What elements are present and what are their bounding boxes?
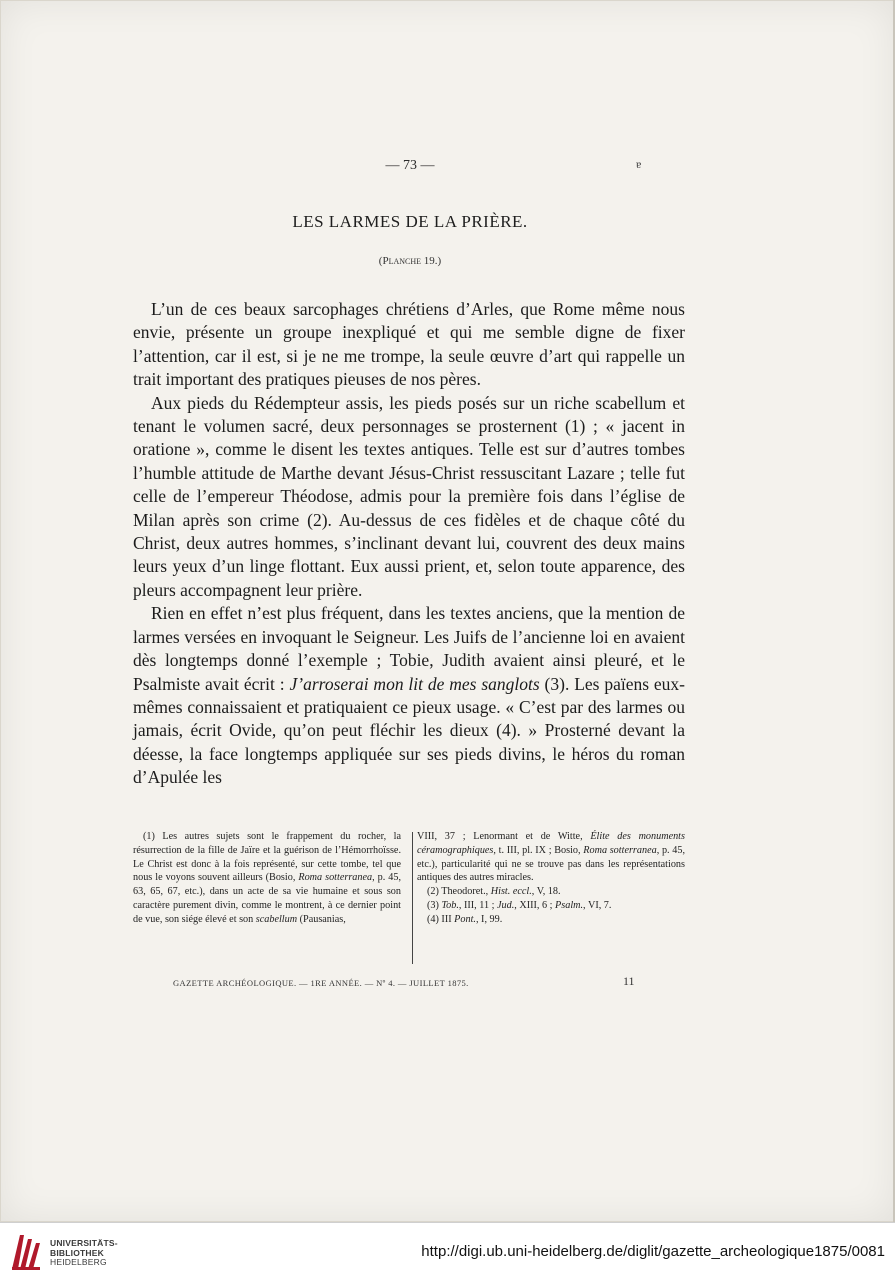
footnote-italic: Roma sotterranea [298, 872, 373, 884]
footnote-text: , p. 45, 63, 65, 67, etc.), dans un acte de sa vie humaine et sous son caractère purement divin, comme le montrent, à ce dernier point de vue, son siége élevé et son [133, 872, 401, 925]
paragraph [133, 602, 685, 789]
article-title: LES LARMES DE LA PRIÈRE. [292, 212, 528, 231]
library-name-line: HEIDELBERG [50, 1257, 107, 1267]
footnote-italic: Jud. [497, 899, 515, 911]
article-body [133, 298, 685, 790]
footnotes-right-column [417, 830, 685, 968]
footnote-text: , V, 18. [531, 886, 561, 898]
footnote-text: , VI, 7. [583, 899, 612, 911]
footnote-text: , p. 45, etc.), particularité qui ne se trouve pas dans les représentations antiques des autres miracles. [417, 844, 686, 884]
library-name-line: BIBLIOTHEK [50, 1247, 104, 1258]
footnote-2 [417, 885, 685, 899]
footnotes [133, 830, 685, 968]
paragraph-text: (3). Les païens eux-mêmes connaissaient et pratiquaient ce pieux usage. « C’est par des larmes ou jamais, écrit Ovide, qu’on peut fléchir les dieux (4). » Prosterné devant la déesse, la face longtemps appliquée sur ses pieds divins, le héros du roman d’Apulée les [133, 673, 685, 788]
paragraph: L’un de ces beaux sarcophages chrétiens d’Arles, que Rome même nous envie, présente un groupe inexpliqué et qui me semble digne de fixer l’attention, car il est, si je ne me trompe, la seule œuvre d’art qui rappelle un trait important des pratiques pieuses de nos pères. [133, 299, 685, 390]
quotation: J’arroserai mon lit de mes sanglots [289, 673, 540, 694]
footnote-italic: Tob. [441, 899, 459, 911]
footnote-1 [133, 830, 401, 927]
viewer-footer-bar [0, 1222, 895, 1281]
footnote-4 [417, 913, 685, 927]
footnote-text: , III, 11 ; [458, 899, 498, 911]
footnote-italic: Pont. [454, 913, 476, 925]
footnote-text: , t. III, pl. IX ; Bosio, [493, 844, 584, 856]
footnote-italic: scabellum [255, 913, 298, 925]
university-library-logo-icon[interactable] [10, 1233, 44, 1271]
footnote-italic: Roma sotterranea [583, 844, 657, 856]
footnote-text: , XIII, 6 ; [514, 899, 556, 911]
library-name-line: UNIVERSITÄTS- [50, 1238, 118, 1248]
page-number: — 73 — [385, 158, 435, 173]
footnote-3 [417, 899, 685, 913]
footnote-text: (2) Theodoret., [427, 886, 491, 898]
journal-footer: GAZETTE ARCHÉOLOGIQUE. — 1RE ANNÉE. — Nº 4. — JUILLET 1875. [173, 978, 469, 988]
footnote-text: (4) III [427, 913, 455, 925]
footnote-1-continued [417, 830, 685, 885]
signature-mark: ɐ [636, 157, 642, 171]
column-divider [412, 832, 413, 964]
paragraph-text: Rien en effet n’est plus fréquent, dans les textes anciens, que la mention de larmes versées en invoquant le Seigneur. Les Juifs de l’ancienne loi en avaient dès longtemps donné l’exemple ; Tobie, Judith avaient ainsi pleuré, et le Psalmiste avait écrit : [133, 603, 685, 694]
document-url-link[interactable]: http://digi.ub.uni-heidelberg.de/diglit/gazette_archeologique1875/0081 [421, 1243, 885, 1260]
footnote-text: (Pausanias, [297, 913, 346, 925]
footnote-text: (1) Les autres sujets sont le frappement du rocher, la résurrection de la fille de Jaïre et la guérison de l’Hémorrhoïsse. Le Christ est donc à la fois représenté, sur cette tombe, tel que nous le voyons souvent ailleurs (Bosio, [133, 831, 401, 884]
footnote-italic: Élite des monuments céramographiques [417, 831, 685, 856]
footnote-text: VIII, 37 ; Lenormant et de Witte, [417, 831, 591, 842]
footnote-italic: Psalm. [555, 899, 584, 911]
article-subtitle: (Planche 19.) [378, 255, 442, 267]
paragraph: Aux pieds du Rédempteur assis, les pieds posés sur un riche scabellum et tenant le volumen sacré, deux personnages se prosternent (1) ; « jacent in oratione », comme le disent les textes antiques. Telle est sur d’autres tombes l’humble attitude de Marthe devant Jésus-Christ ressuscitant Lazare ; telle fut celle de l’empereur Théodose, admis pour la première fois dans l’église de Milan après son crime (2). Au-dessus de ces fidèles et de chaque côté du Christ, deux autres hommes, s’inclinant devant lui, couvrent des deux mains leurs yeux d’un linge flottant. Eux aussi prient, et, selon toute apparence, des pleurs accompagnent leur prière. [133, 392, 685, 600]
footnotes-left-column [133, 830, 401, 968]
signature-number: 11 [623, 974, 635, 988]
footnote-text: , I, 99. [475, 913, 503, 925]
footnote-italic: Hist. eccl. [490, 886, 532, 898]
library-name [50, 1239, 118, 1268]
footnote-text: (3) [427, 899, 442, 911]
